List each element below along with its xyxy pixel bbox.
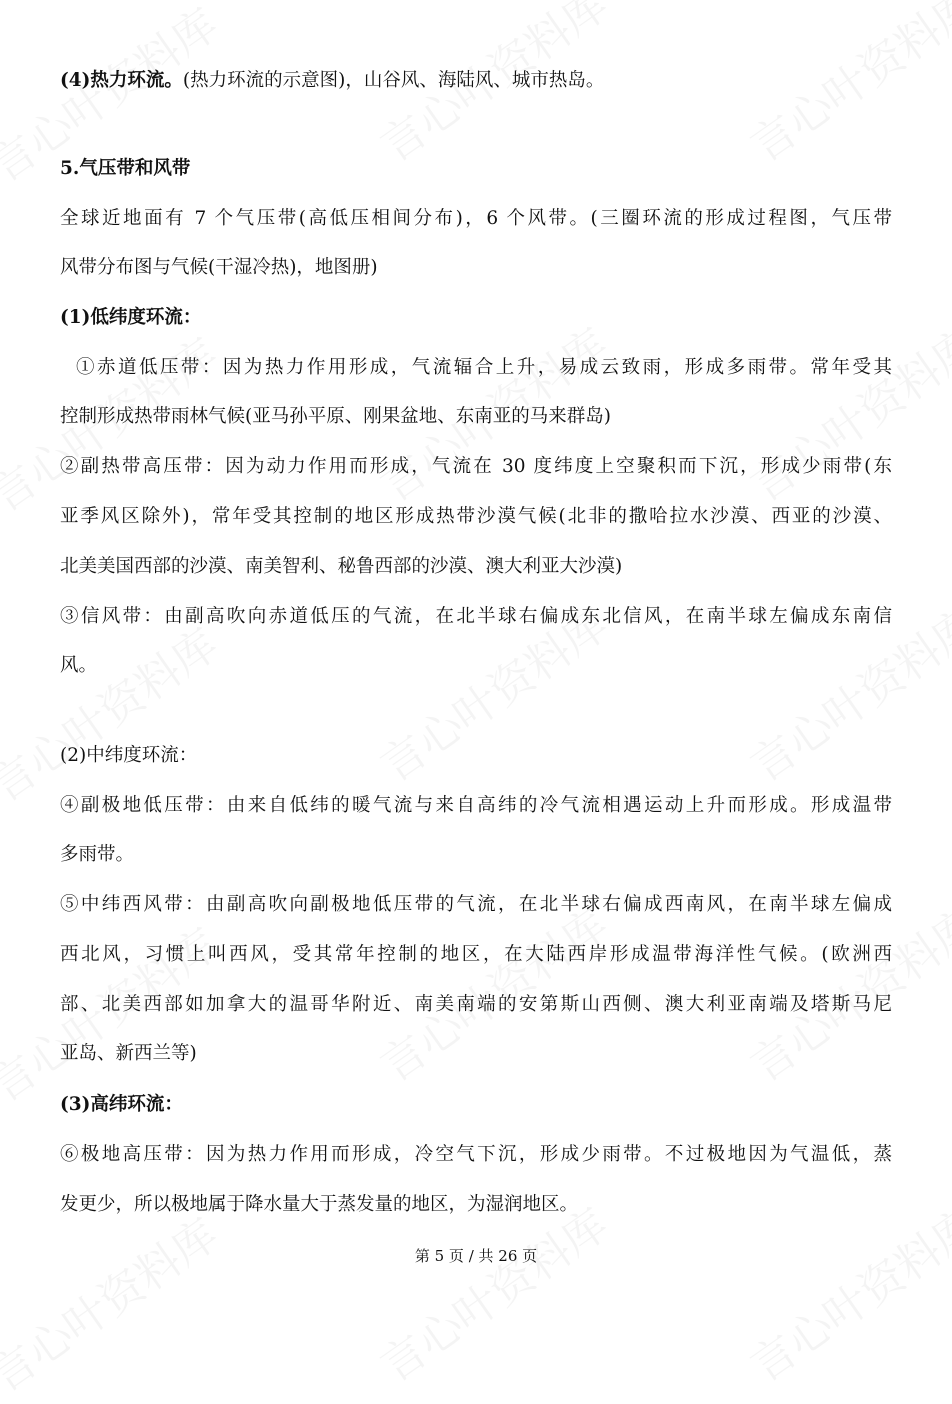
text-line: 风带分布图与气候(干湿冷热)，地图册) [60,257,378,278]
page-number-footer: 第 5 页 / 共 26 页 [414,1247,538,1265]
text-line: 西北风，习惯上叫西风，受其常年控制的地区，在大陆西岸形成温带海洋性气候。(欧洲西 [60,944,892,965]
section-heading: 5.气压带和风带 [60,158,191,179]
subheading-high-latitude: (3)高纬环流： [60,1094,183,1115]
text-line: 发更少，所以极地属于降水量大于蒸发量的地区，为湿润地区。 [60,1194,579,1215]
text-line: 北美美国西部的沙漠、南美智利、秘鲁西部的沙漠、澳大利亚大沙漠) [60,556,623,577]
text-line: ②副热带高压带：因为动力作用而形成，气流在 30 度纬度上空聚积而下沉，形成少雨带(东 [60,456,892,477]
watermark [736,1190,952,1394]
watermark [0,1200,228,1404]
heading-thermal-circulation: (4)热力环流。 [60,70,183,91]
paragraph-thermal-circulation [60,69,892,93]
text-line: 部、北美西部如加拿大的温哥华附近、南美南端的安第斯山西侧、澳大利亚南端及塔斯马尼 [60,994,892,1015]
text-line: ③信风带：由副高吹向赤道低压的气流，在北半球右偏成东北信风，在南半球左偏成东南信 [60,606,892,627]
text-line: ①赤道低压带：因为热力作用形成，气流辐合上升，易成云致雨，形成多雨带。常年受其 [76,357,892,378]
text-line: 多雨带。 [60,844,135,865]
text-line: ⑥极地高压带：因为热力作用而形成，冷空气下沉，形成少雨带。不过极地因为气温低，蒸 [60,1144,892,1165]
text-line: 亚岛、新西兰等) [60,1043,197,1064]
watermark [0,610,228,814]
text: (热力环流的示意图)，山谷风、海陆风、城市热岛。 [182,70,605,91]
text-line: ⑤中纬西风带：由副高吹向副极地低压带的气流，在北半球右偏成西南风，在南半球左偏成 [60,894,892,915]
subheading-mid-latitude: (2)中纬度环流： [60,745,198,766]
text-line: 控制形成热带雨林气候(亚马孙平原、刚果盆地、东南亚的马来群岛) [60,406,611,427]
text-line: 全球近地面有 7 个气压带(高低压相间分布)，6 个风带。(三圈环流的形成过程图，气压带 [60,208,892,229]
text-line: 风。 [60,655,98,676]
subheading-low-latitude: (1)低纬度环流： [60,307,202,328]
watermark [366,1190,619,1394]
text-line: ④副极地低压带：由来自低纬的暖气流与来自高纬的冷气流相遇运动上升而形成。形成温带 [60,795,892,816]
text-line: 亚季风区除外)，常年受其控制的地区形成热带沙漠气候(北非的撒哈拉水沙漠、西亚的沙漠、 [60,506,892,527]
